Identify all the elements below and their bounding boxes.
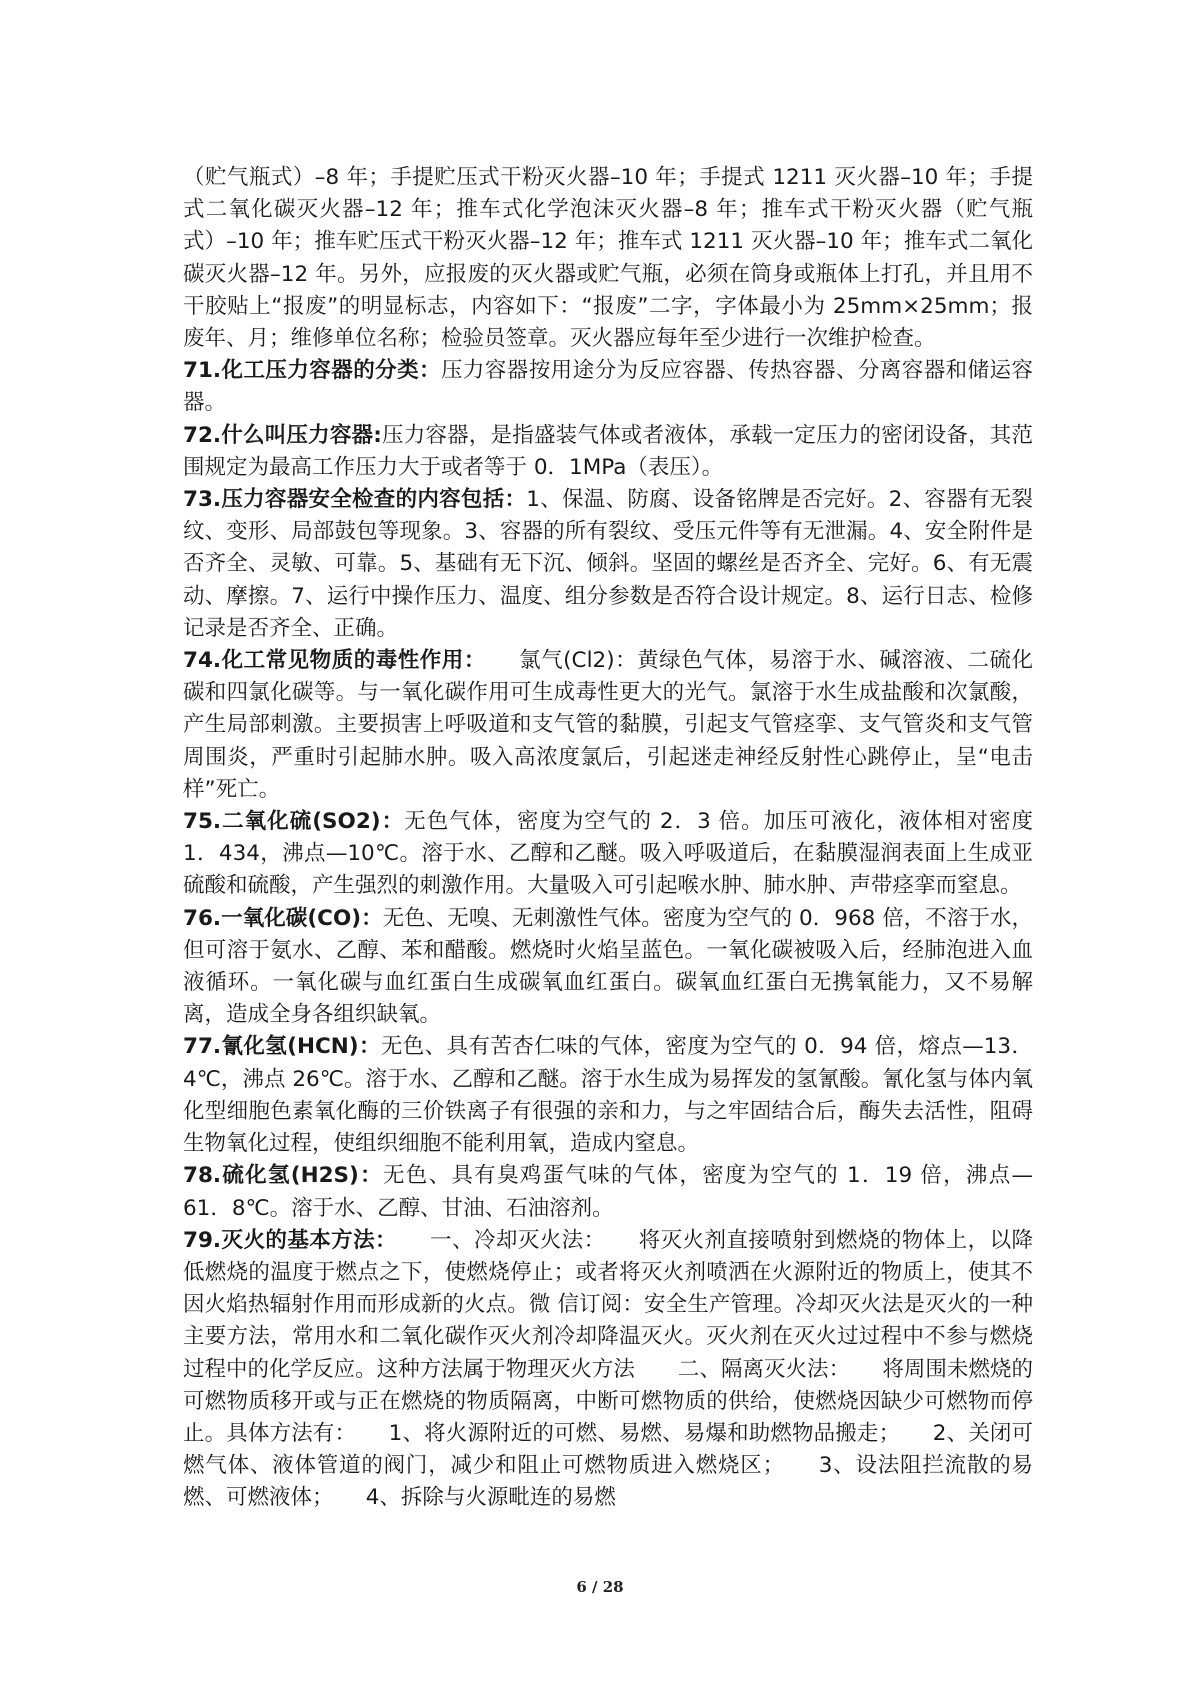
item-text: 氯气(Cl2)：黄绿色气体，易溶于水、碱溶液、二硫化碳和四氯化碳等。与一氧化碳作用可生成毒性更大的光气。氯溶于水生成盐酸和次氯酸，产生局部刺激。主要损害上呼吸道和支气管的黏膜，引起支气管痉挛、支气管炎和支气管周围炎，严重时引起肺水肿。吸入高浓度氯后，引起迷走神经反射性心跳停止，呈“电击样”死亡。 — [183, 648, 1033, 802]
item-73 — [183, 484, 1033, 645]
item-heading: 71.化工压力容器的分类： — [183, 358, 441, 384]
item-text: 无色、无嗅、无刺激性气体。密度为空气的 0．968 倍，不溶于水，但可溶于氨水、乙醇、苯和醋酸。燃烧时火焰呈蓝色。一氧化碳被吸入后，经肺泡进入血液循环。一氧化碳与血红蛋白生成碳氧血红蛋白。碳氧血红蛋白无携氧能力，又不易解离，造成全身各组织缺氧。 — [183, 905, 1034, 1028]
item-heading: 76.一氧化碳(CO)： — [183, 905, 383, 931]
item-heading: 78.硫化氢(H2S)： — [183, 1163, 383, 1189]
document-body — [183, 162, 1033, 1515]
item-text: 无色、具有苦杏仁味的气体，密度为空气的 0．94 倍，熔点—13．4℃，沸点 26℃。溶于水、乙醇和乙醚。溶于水生成为易挥发的氢氰酸。氰化氢与体内氧化型细胞色素氧化酶的三价铁离子有很强的亲和力，与之牢固结合后，酶失去活性，阻碍生物氧化过程，使组织细胞不能利用氧，造成内窒息。 — [183, 1034, 1033, 1157]
item-79 — [183, 1225, 1033, 1515]
item-76 — [183, 903, 1033, 1032]
item-text: 压力容器按用途分为反应容器、传热容器、分离容器和储运容器。 — [183, 358, 1033, 416]
item-text: 一、冷却灭火法： 将灭火剂直接喷射到燃烧的物体上，以降低燃烧的温度于燃点之下，使燃烧停止；或者将灭火剂喷洒在火源附近的物质上，使其不因火焰热辐射作用而形成新的火点。微 信订阅：安全生产管理。冷却灭火法是灭火的一种主要方法，常用水和二氧化碳作灭火剂冷却降温灭火。灭火剂在灭火过过程中不参与燃烧过程中的化学反应。这种方法属于物理灭火方法 二、隔离灭火法： 将周围未燃烧的可燃物质移开或与正在燃烧的物质隔离，中断可燃物质的供给，使燃烧因缺少可燃物而停止。具体方法有： 1、将火源附近的可燃、易燃、易爆和助燃物品搬走； 2、关闭可燃气体、液体管道的阀门，减少和阻止可燃物质进入燃烧区； 3、设法阻拦流散的易燃、可燃液体； 4、拆除与火源毗连的易燃 — [183, 1227, 1033, 1511]
item-75 — [183, 806, 1033, 903]
item-74 — [183, 645, 1033, 806]
continuation-paragraph: （贮气瓶式）–8 年；手提贮压式干粉灭火器–10 年；手提式 1211 灭火器–10 年；手提式二氧化碳灭火器–12 年；推车式化学泡沫灭火器–8 年；推车式干粉灭火器（贮气瓶式）–10 年；推车贮压式干粉灭火器–12 年；推车式 1211 灭火器–10 年；推车式二氧化碳灭火器–12 年。另外，应报废的灭火器或贮气瓶，必须在筒身或瓶体上打孔，并且用不干胶贴上“报废”的明显标志，内容如下：“报废”二字，字体最小为 25mm×25mm；报废年、月；维修单位名称；检验员签章。灭火器应每年至少进行一次维护检查。 — [183, 165, 1033, 352]
item-heading: 77.氰化氢(HCN)： — [183, 1034, 381, 1060]
page-number: 6 / 28 — [576, 1578, 624, 1596]
item-heading: 73.压力容器安全检查的内容包括： — [183, 487, 527, 513]
item-text: 无色、具有臭鸡蛋气味的气体，密度为空气的 1．19 倍，沸点—61．8℃。溶于水、乙醇、甘油、石油溶剂。 — [183, 1163, 1033, 1221]
item-heading: 74.化工常见物质的毒性作用： — [183, 648, 476, 674]
item-72 — [183, 420, 1033, 484]
item-text: 无色气体，密度为空气的 2．3 倍。加压可液化，液体相对密度 1．434，沸点—10℃。溶于水、乙醇和乙醚。吸入呼吸道后，在黏膜湿润表面上生成亚硫酸和硫酸，产生强烈的刺激作用。大量吸入可引起喉水肿、肺水肿、声带痉挛而窒息。 — [183, 809, 1034, 899]
item-heading: 72.什么叫压力容器: — [183, 422, 382, 448]
item-71 — [183, 355, 1033, 419]
item-heading: 79.灭火的基本方法： — [183, 1227, 387, 1253]
item-text: 压力容器，是指盛装气体或者液体，承载一定压力的密闭设备，其范围规定为最高工作压力大于或者等于 0．1MPa（表压）。 — [183, 422, 1033, 480]
item-heading: 75.二氧化硫(SO2)： — [183, 809, 405, 835]
item-78 — [183, 1160, 1033, 1224]
item-77 — [183, 1031, 1033, 1160]
item-text: 1、保温、防腐、设备铭牌是否完好。2、容器有无裂纹、变形、局部鼓包等现象。3、容器的所有裂纹、受压元件等有无泄漏。4、安全附件是否齐全、灵敏、可靠。5、基础有无下沉、倾斜。坚固的螺丝是否齐全、完好。6、有无震动、摩擦。7、运行中操作压力、温度、组分参数是否符合设计规定。8、运行日志、检修记录是否齐全、正确。 — [183, 487, 1033, 641]
